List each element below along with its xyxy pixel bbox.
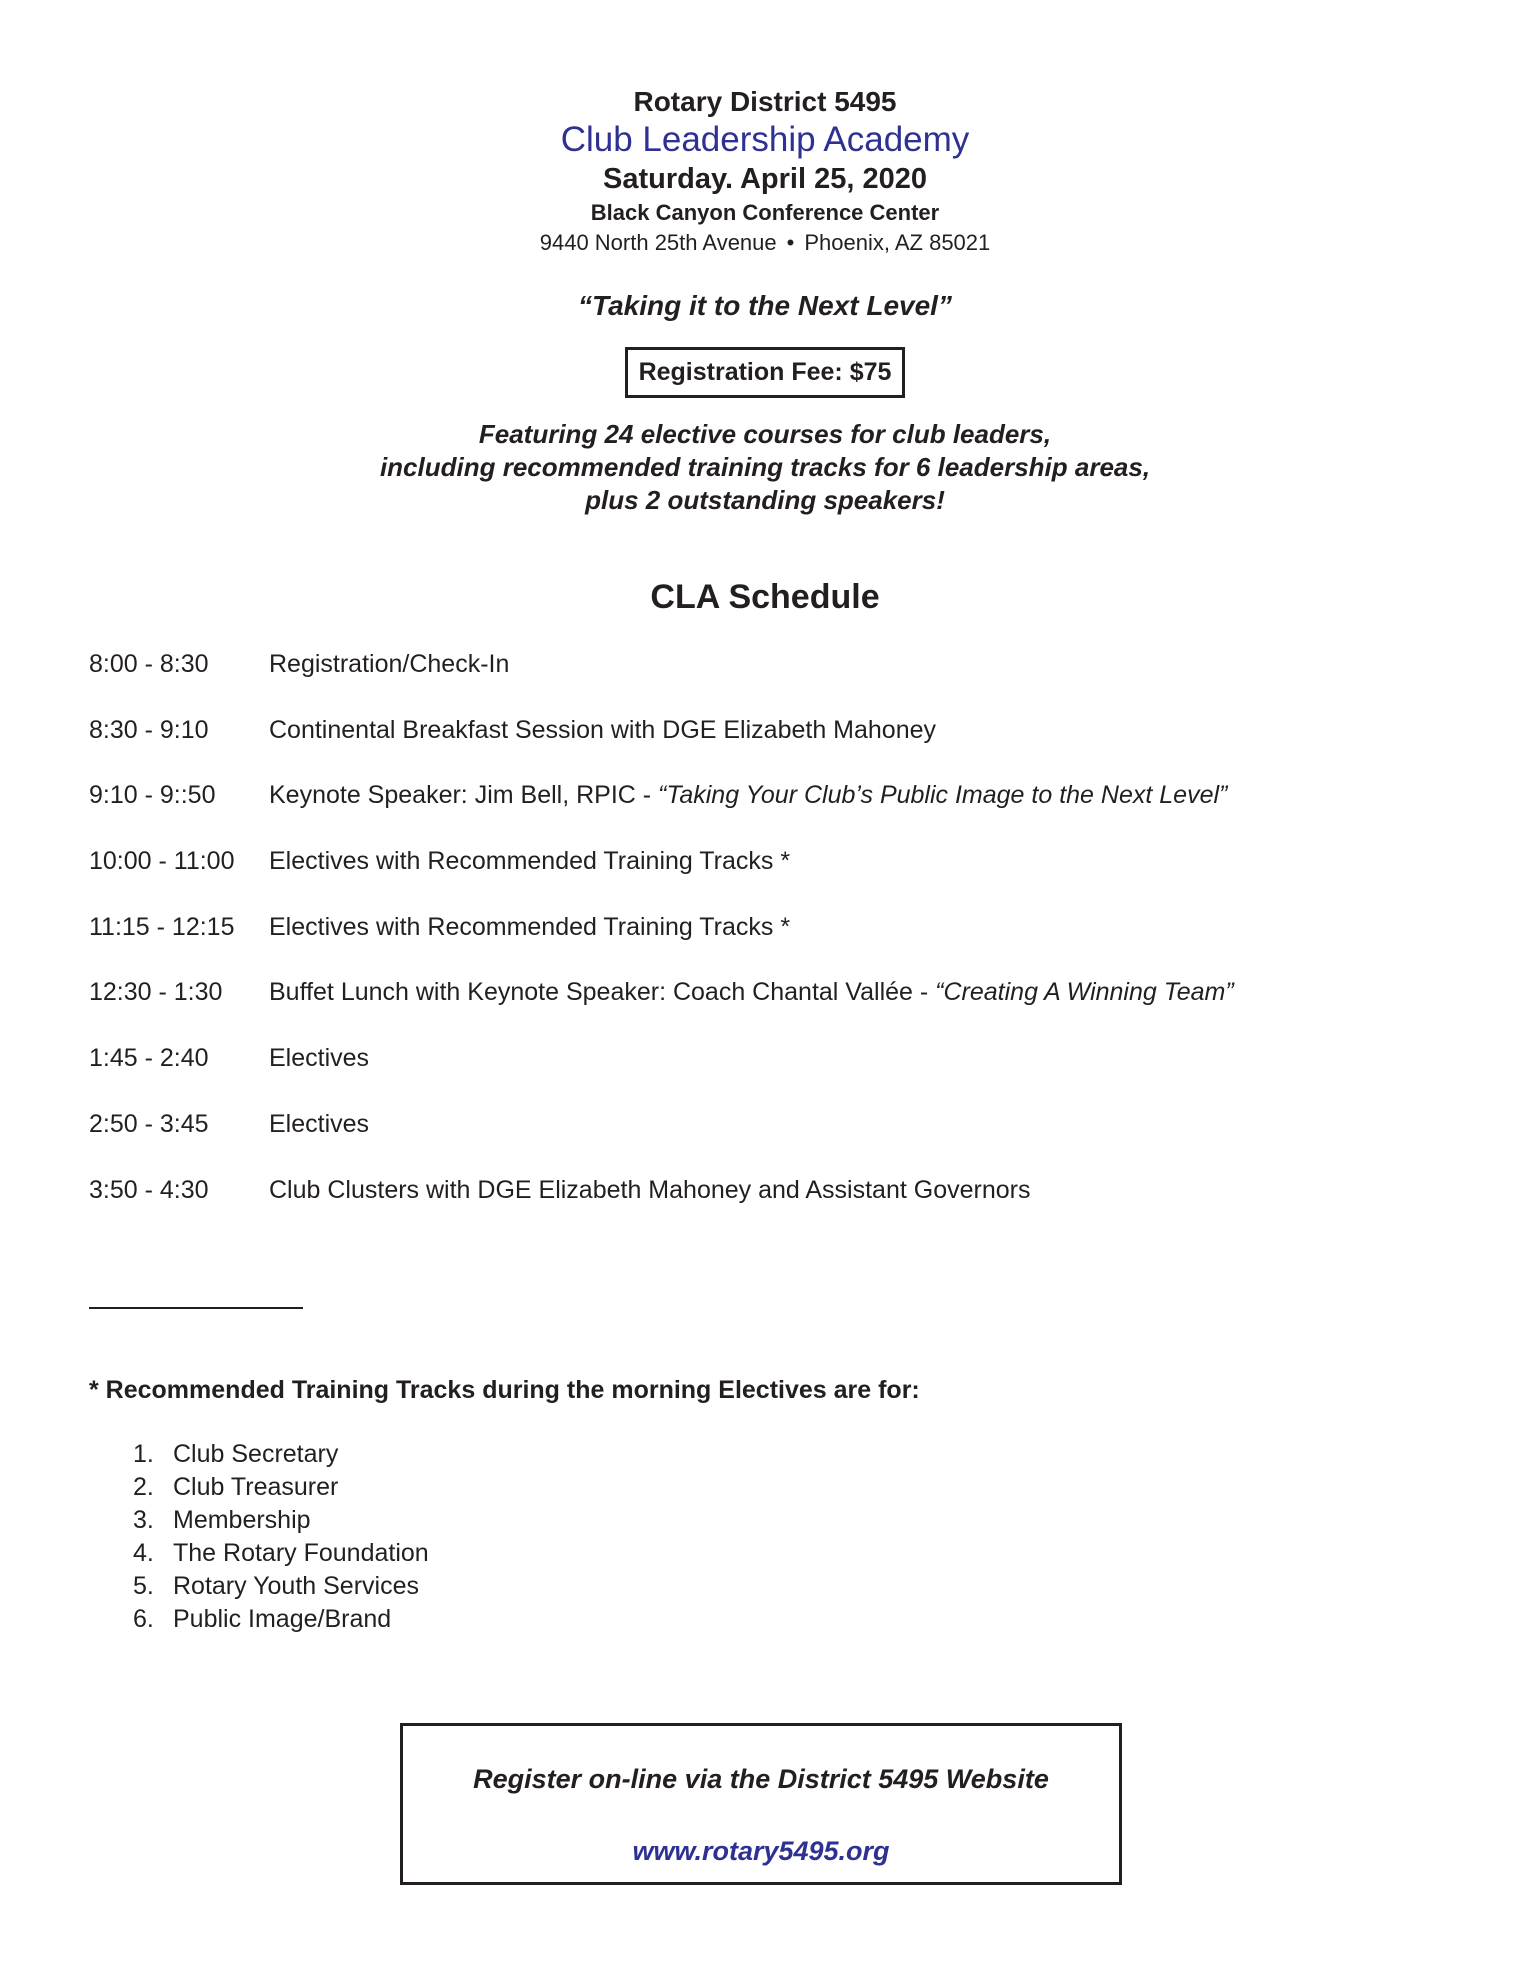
event-date: Saturday. April 25, 2020 xyxy=(603,163,927,195)
list-number: 3. xyxy=(133,1506,154,1534)
list-label: Public Image/Brand xyxy=(173,1605,392,1633)
schedule-description xyxy=(269,781,1227,810)
schedule-desc-text: Electives xyxy=(269,1044,370,1073)
schedule-description xyxy=(269,847,790,876)
register-box xyxy=(400,1723,1122,1885)
schedule-description xyxy=(269,913,790,942)
list-item xyxy=(133,1506,429,1539)
list-item xyxy=(133,1605,429,1638)
register-instructions: Register on-line via the District 5495 Website xyxy=(473,1764,1049,1794)
featuring-line-3: plus 2 outstanding speakers! xyxy=(585,485,945,515)
footnote-divider xyxy=(89,1307,303,1309)
schedule-desc-title: “Taking Your Club’s Public Image to the Next Level” xyxy=(658,781,1228,810)
featuring-line-2: including recommended training tracks for 6 leadership areas, xyxy=(379,452,1151,482)
featuring-line-1: Featuring 24 elective courses for club leaders, xyxy=(478,419,1052,449)
schedule-description xyxy=(269,1044,369,1073)
list-label: Club Secretary xyxy=(173,1440,339,1468)
list-number: 1. xyxy=(133,1440,154,1468)
schedule-desc-text: Registration/Check-In xyxy=(269,650,510,678)
tagline: “Taking it to the Next Level” xyxy=(578,290,952,321)
bullet-separator: • xyxy=(786,230,795,255)
schedule-time: 9:10 - 9::50 xyxy=(89,781,216,810)
schedule-desc-text: Electives xyxy=(269,1109,370,1138)
list-number: 4. xyxy=(133,1539,154,1567)
schedule-time: 1:45 - 2:40 xyxy=(89,1044,209,1073)
schedule-desc-text: Keynote Speaker: Jim Bell, RPIC - xyxy=(269,781,659,810)
schedule-desc-text: Continental Breakfast Session with DGE Elizabeth Mahoney xyxy=(269,715,937,744)
schedule-time: 8:30 - 9:10 xyxy=(89,715,209,744)
list-number: 6. xyxy=(133,1605,154,1633)
schedule-desc-text: Club Clusters with DGE Elizabeth Mahoney and Assistant Governors xyxy=(269,1175,1031,1204)
schedule-desc-text: Electives with Recommended Training Tracks * xyxy=(269,912,791,941)
address-city: Phoenix, AZ 85021 xyxy=(804,230,991,255)
list-item xyxy=(133,1539,429,1572)
schedule-time: 3:50 - 4:30 xyxy=(89,1175,209,1204)
address-street: 9440 North 25th Avenue xyxy=(539,230,777,255)
training-tracks-list xyxy=(133,1440,429,1638)
schedule-desc-text: Electives with Recommended Training Tracks * xyxy=(269,847,791,876)
venue-name: Black Canyon Conference Center xyxy=(590,200,940,225)
academy-title: Club Leadership Academy xyxy=(560,120,970,159)
venue-address xyxy=(0,230,1530,256)
list-number: 2. xyxy=(133,1473,154,1501)
list-item xyxy=(133,1473,429,1506)
list-number: 5. xyxy=(133,1572,154,1600)
registration-fee-container xyxy=(0,347,1530,398)
schedule-description xyxy=(269,1176,1030,1205)
list-label: Club Treasurer xyxy=(173,1473,339,1501)
schedule-time: 10:00 - 11:00 xyxy=(89,847,235,876)
list-item xyxy=(133,1572,429,1605)
schedule-time: 12:30 - 1:30 xyxy=(89,978,223,1007)
schedule-time: 2:50 - 3:45 xyxy=(89,1109,209,1138)
featuring-blurb xyxy=(0,418,1530,517)
schedule-description xyxy=(269,650,509,679)
list-label: Rotary Youth Services xyxy=(173,1572,419,1600)
schedule-time: 8:00 - 8:30 xyxy=(89,650,209,678)
list-label: Membership xyxy=(173,1506,311,1534)
registration-fee-box: Registration Fee: $75 xyxy=(625,347,906,398)
schedule-title: CLA Schedule xyxy=(650,578,880,616)
schedule-desc-text: Buffet Lunch with Keynote Speaker: Coach Chantal Vallée - xyxy=(269,978,936,1007)
schedule-description xyxy=(269,716,936,745)
schedule-description xyxy=(269,1110,369,1139)
list-label: The Rotary Foundation xyxy=(173,1539,429,1567)
footnote-heading: * Recommended Training Tracks during the morning Electives are for: xyxy=(89,1376,920,1404)
schedule-time: 11:15 - 12:15 xyxy=(89,912,235,941)
website-link[interactable]: www.rotary5495.org xyxy=(632,1836,890,1866)
list-item xyxy=(133,1440,429,1473)
district-name: Rotary District 5495 xyxy=(633,86,897,117)
schedule-description xyxy=(269,978,1234,1007)
schedule-desc-title: “Creating A Winning Team” xyxy=(935,978,1234,1007)
